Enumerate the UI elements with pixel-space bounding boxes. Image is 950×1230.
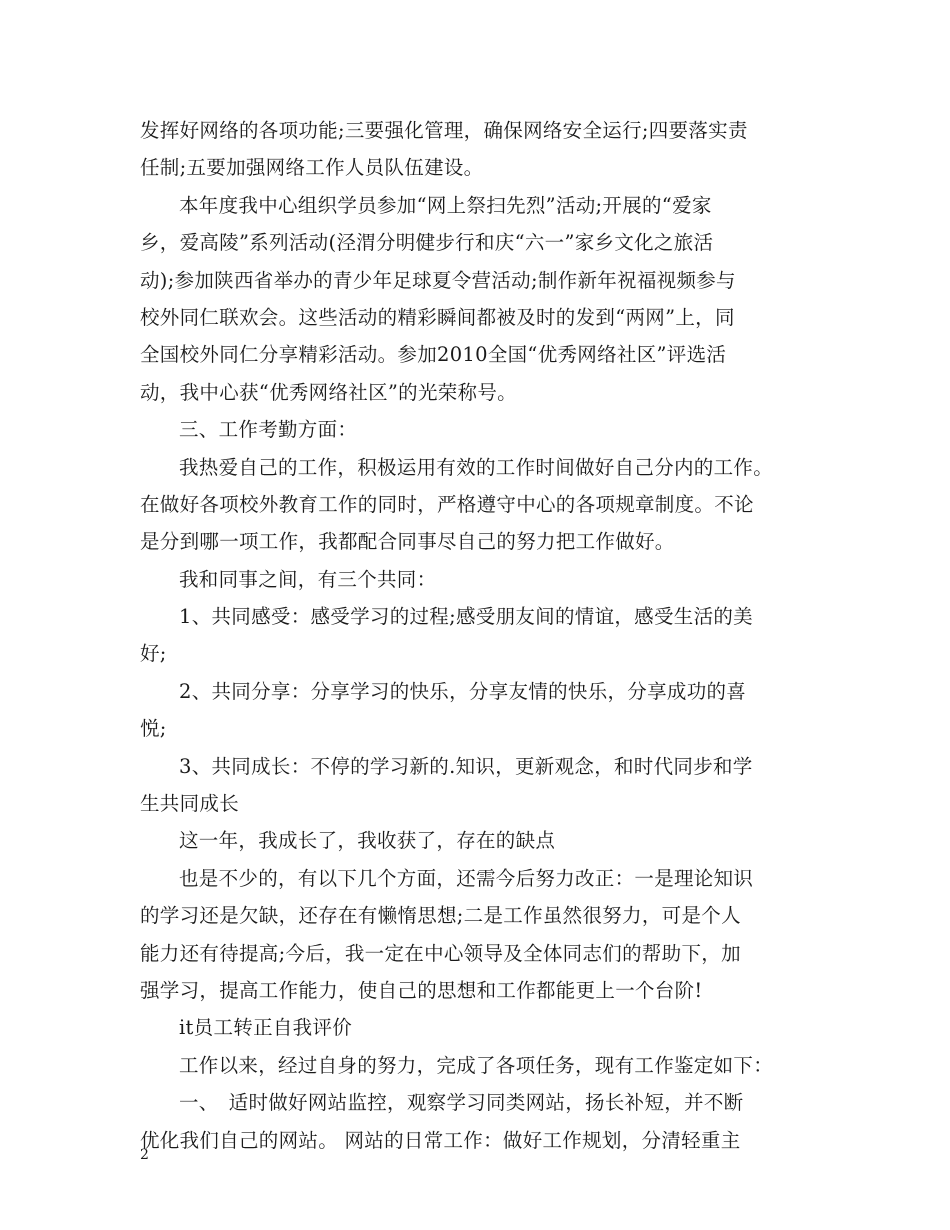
text-line: 也是不少的，有以下几个方面，还需今后努力改正：一是理论知识 <box>179 866 754 890</box>
text-line: 能力还有待提高;今后，我一定在中心领导及全体同志们的帮助下，加 <box>140 941 741 965</box>
text-line: 乡，爱高陵”系列活动(泾渭分明健步行和庆“六一”家乡文化之旅活 <box>140 231 714 255</box>
text-line: 动);参加陕西省举办的青少年足球夏令营活动;制作新年祝福视频参与 <box>140 268 736 292</box>
text-line: 生共同成长 <box>140 792 240 816</box>
body-text <box>140 112 830 1159</box>
text-line: 全国校外同仁分享精彩活动。参加2010全国“优秀网络社区”评选活 <box>140 343 727 367</box>
text-line: 我和同事之间，有三个共同： <box>179 567 437 591</box>
text-line: 强学习，提高工作能力，使自己的思想和工作都能更上一个台阶! <box>140 978 703 1002</box>
text-line: 一、 适时做好网站监控，观察学习同类网站，扬长补短，并不断 <box>179 1091 744 1115</box>
text-line: 优化我们自己的网站。 网站的日常工作：做好工作规划，分清轻重主 <box>140 1128 741 1152</box>
text-line: 好; <box>140 642 167 666</box>
text-line: 动，我中心获“优秀网络社区”的光荣称号。 <box>140 380 517 404</box>
text-line: 悦; <box>140 717 167 741</box>
text-line: 三、工作考勤方面： <box>179 418 358 442</box>
text-line: 在做好各项校外教育工作的同时，严格遵守中心的各项规章制度。不论 <box>140 492 754 516</box>
text-line: 的学习还是欠缺，还存在有懒惰思想;二是工作虽然很努力，可是个人 <box>140 904 741 928</box>
text-line: 是分到哪一项工作，我都配合同事尽自己的努力把工作做好。 <box>140 530 675 554</box>
text-line: 这一年，我成长了，我收获了，存在的缺点 <box>179 829 556 853</box>
page-number: 2 <box>140 1147 149 1163</box>
text-line: 发挥好网络的各项功能;三要强化管理，确保网络安全运行;四要落实责 <box>140 119 748 142</box>
text-line: 我热爱自己的工作，积极运用有效的工作时间做好自己分内的工作。 <box>179 455 774 479</box>
text-line: 工作以来，经过自身的努力，完成了各项任务，现有工作鉴定如下： <box>179 1053 774 1077</box>
text-line: 3、共同成长：不停的学习新的.知识，更新观念，和时代同步和学 <box>179 754 753 778</box>
text-line: 任制;五要加强网络工作人员队伍建设。 <box>140 156 484 180</box>
text-line: 2、共同分享：分享学习的快乐，分享友情的快乐，分享成功的喜 <box>179 679 747 703</box>
text-line: 本年度我中心组织学员参加“网上祭扫先烈”活动;开展的“爱家 <box>179 193 712 217</box>
text-line: 校外同仁联欢会。这些活动的精彩瞬间都被及时的发到“两网”上，同 <box>140 305 735 329</box>
text-line: it员工转正自我评价 <box>179 1016 353 1040</box>
text-line: 1、共同感受：感受学习的过程;感受朋友间的情谊，感受生活的美 <box>179 605 753 629</box>
